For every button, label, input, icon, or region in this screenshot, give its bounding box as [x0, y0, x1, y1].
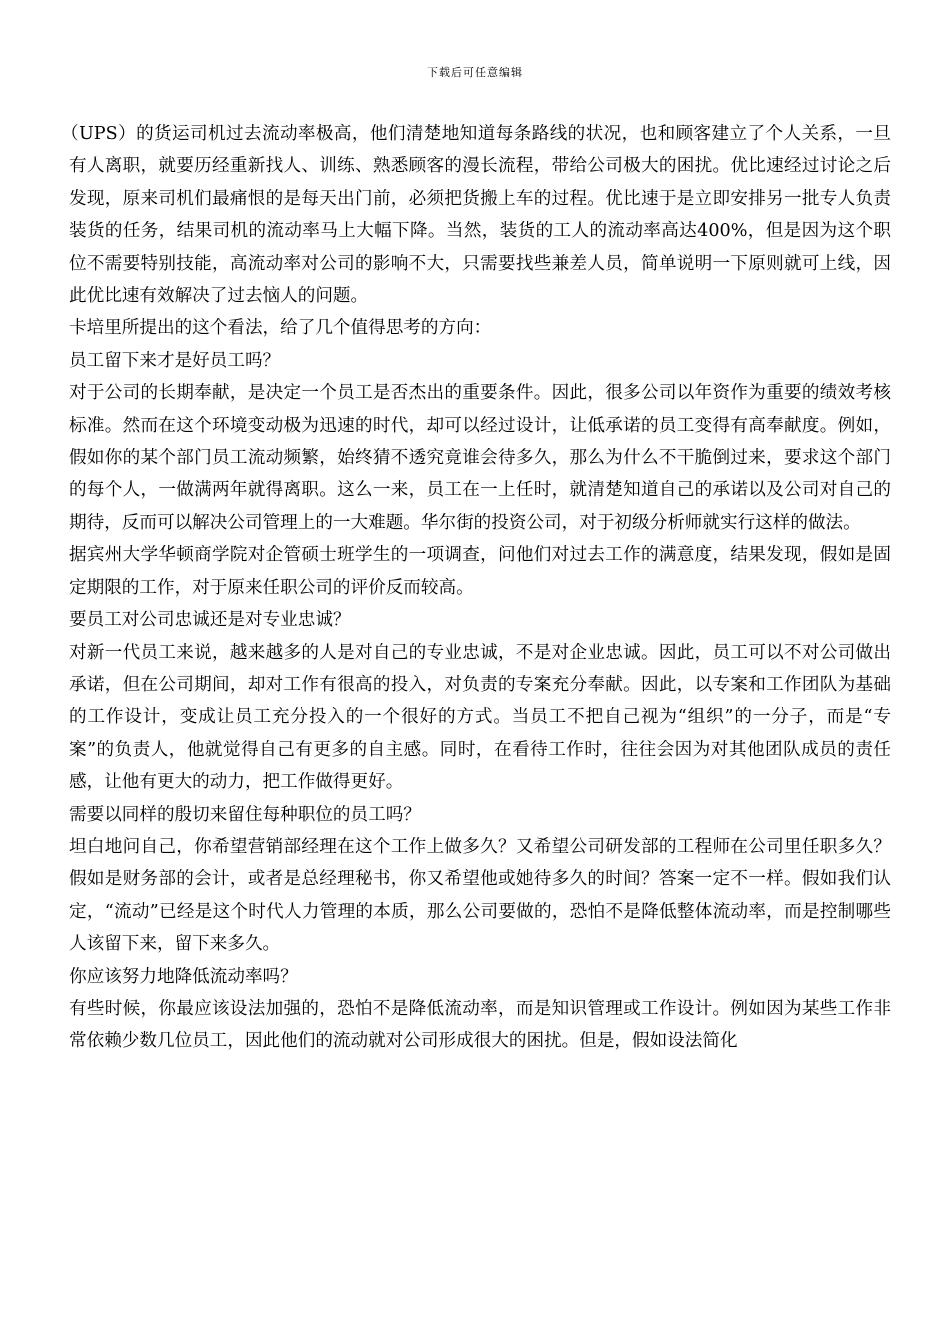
paragraph-ups-drivers: （UPS）的货运司机过去流动率极高，他们清楚地知道每条路线的状况，也和顾客建立了个人关系，一旦有人离职，就要历经重新找人、训练、熟悉顾客的漫长流程，带给公司极大的困扰。优比速经过讨论之后发现，原来司机们最痛恨的是每天出门前，必须把货搬上车的过程。优比速于是立即安排另一批专人负责装货的任务，结果司机的流动率马上大幅下降。当然，装货的工人的流动率高达400%，但是因为这个职位不需要特别技能，高流动率对公司的影响不大，只需要找些兼差人员，简单说明一下原则就可上线，因此优比速有效解决了过去恼人的问题。	[61, 124, 891, 307]
question-heading-4: 你应该努力地降低流动率吗？	[69, 966, 298, 987]
question-heading-3: 需要以同样的殷切来留住每种职位的员工吗？	[69, 804, 421, 825]
page-header: 下载后可任意编辑	[427, 66, 523, 79]
paragraph-position-retention: 坦白地问自己，你希望营销部经理在这个工作上做多久？又希望公司研发部的工程师在公司里任职多久？假如是财务部的会计，或者是总经理秘书，你又希望他或她待多久的时间？答案一定不一样。假如我们认定，“流动”已经是这个时代人力管理的本质，那么公司要做的，恐怕不是降低整体流动率，而是控制哪些人该留下来，留下来多久。	[69, 836, 891, 955]
question-heading-1: 员工留下来才是好员工吗？	[69, 350, 281, 371]
paragraph-professional-loyalty: 对新一代员工来说，越来越多的人是对自己的专业忠诚，不是对企业忠诚。因此，员工可以不对公司做出承诺，但在公司期间，却对工作有很高的投入，对负责的专案充分奉献。因此，以专案和工作团队为基础的工作设计，变成让员工充分投入的一个很好的方式。当员工不把自己视为“组织”的一分子，而是“专案”的负责人，他就觉得自己有更多的自主感。同时，在看待工作时，往往会因为对其他团队成员的责任感，让他有更大的动力，把工作做得更好。	[69, 642, 891, 793]
paragraph-long-term-contribution: 对于公司的长期奉献，是决定一个员工是否杰出的重要条件。因此，很多公司以年资作为重要的绩效考核标准。然而在这个环境变动极为迅速的时代，却可以经过设计，让低承诺的员工变得有高奉献度。例如，假如你的某个部门员工流动频繁，始终猜不透究竟谁会待多久，那么为什么不干脆倒过来，要求这个部门的每个人，一做满两年就得离职。这么一来，员工在一上任时，就清楚知道自己的承诺以及公司对自己的期待，反而可以解决公司管理上的一大难题。华尔街的投资公司，对于初级分析师就实行这样的做法。	[69, 383, 891, 533]
paragraph-intro-directions: 卡培里所提出的这个看法，给了几个值得思考的方向：	[69, 318, 492, 339]
question-heading-2: 要员工对公司忠诚还是对专业忠诚？	[69, 610, 351, 631]
paragraph-wharton-survey: 据宾州大学华顿商学院对企管硕士班学生的一项调查，问他们对过去工作的满意度，结果发现，假如是固定期限的工作，对于原来任职公司的评价反而较高。	[69, 545, 891, 598]
paragraph-knowledge-management: 有些时候，你最应该设法加强的，恐怕不是降低流动率，而是知识管理或工作设计。例如因为某些工作非常依赖少数几位员工，因此他们的流动就对公司形成很大的困扰。但是，假如设法简化	[69, 998, 891, 1052]
document-body	[61, 118, 891, 1058]
